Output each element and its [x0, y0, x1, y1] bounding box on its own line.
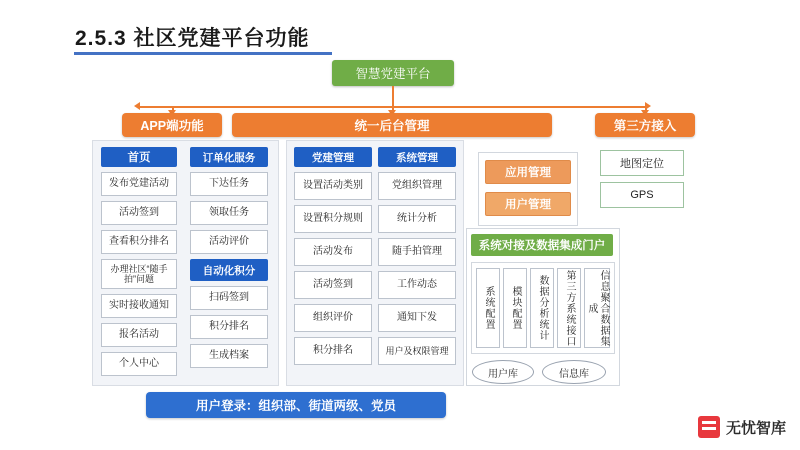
- app-autopoints-item-0[interactable]: 扫码签到: [190, 286, 268, 310]
- integration-item-3[interactable]: 第三方系统接口: [557, 268, 581, 348]
- toutiao-logo-icon: [698, 416, 720, 438]
- watermark-text: 无忧智库: [725, 419, 786, 437]
- app-home-item-0[interactable]: 发布党建活动: [101, 172, 177, 196]
- store-user-db[interactable]: 用户库: [472, 360, 534, 384]
- connector-vertical-main: [392, 86, 394, 106]
- backend-system-item-2[interactable]: 随手拍管理: [378, 238, 456, 266]
- app-service-header: 订单化服务: [190, 147, 268, 167]
- app-home-item-6[interactable]: 个人中心: [101, 352, 177, 376]
- integration-item-0[interactable]: 系统配置: [476, 268, 500, 348]
- store-info-db[interactable]: 信息库: [542, 360, 606, 384]
- app-home-item-1[interactable]: 活动签到: [101, 201, 177, 225]
- arrow-right-icon: [645, 102, 651, 110]
- page-title: 2.5.3 社区党建平台功能: [75, 27, 310, 50]
- platform-box: 智慧党建平台: [332, 60, 454, 86]
- backend-party-item-1[interactable]: 设置积分规则: [294, 205, 372, 233]
- app-service-item-2[interactable]: 活动评价: [190, 230, 268, 254]
- backend-party-item-0[interactable]: 设置活动类别: [294, 172, 372, 200]
- application-management-block[interactable]: 应用管理: [485, 160, 571, 184]
- integration-item-1[interactable]: 模块配置: [503, 268, 527, 348]
- app-autopoints-item-1[interactable]: 积分排名: [190, 315, 268, 339]
- backend-system-item-4[interactable]: 通知下发: [378, 304, 456, 332]
- app-home-item-5[interactable]: 报名活动: [101, 323, 177, 347]
- backend-party-item-2[interactable]: 活动发布: [294, 238, 372, 266]
- backend-system-header: 系统管理: [378, 147, 456, 167]
- app-home-item-4[interactable]: 实时接收通知: [101, 294, 177, 318]
- app-service-item-1[interactable]: 领取任务: [190, 201, 268, 225]
- app-autopoints-item-2[interactable]: 生成档案: [190, 344, 268, 368]
- backend-column-system: [378, 147, 456, 365]
- backend-column-party: [294, 147, 372, 365]
- banner-third-party: 第三方接入: [595, 113, 695, 137]
- banner-backend: 统一后台管理: [232, 113, 552, 137]
- app-home-header: 首页: [101, 147, 177, 167]
- app-column-home: [101, 147, 177, 376]
- app-autopoints-header: 自动化积分: [190, 259, 268, 281]
- integration-item-2[interactable]: 数据分析统计: [530, 268, 554, 348]
- title-underline: [74, 52, 332, 55]
- integration-item-4[interactable]: 信息聚合数据集成: [586, 269, 609, 347]
- backend-system-item-0[interactable]: 党组织管理: [378, 172, 456, 200]
- backend-system-item-3[interactable]: 工作动态: [378, 271, 456, 299]
- backend-party-header: 党建管理: [294, 147, 372, 167]
- backend-party-item-4[interactable]: 组织评价: [294, 304, 372, 332]
- app-service-item-0[interactable]: 下达任务: [190, 172, 268, 196]
- third-party-item-map[interactable]: 地图定位: [600, 150, 684, 176]
- backend-system-item-5[interactable]: 用户及权限管理: [378, 337, 456, 365]
- app-home-item-3[interactable]: 办理社区“随手拍”问题: [101, 259, 177, 289]
- arrow-left-icon: [134, 102, 140, 110]
- app-column-service: [190, 147, 268, 368]
- third-party-item-gps[interactable]: GPS: [600, 182, 684, 208]
- app-home-item-2[interactable]: 查看积分排名: [101, 230, 177, 254]
- watermark: [698, 416, 786, 438]
- user-management-block[interactable]: 用户管理: [485, 192, 571, 216]
- backend-party-item-3[interactable]: 活动签到: [294, 271, 372, 299]
- integration-band: 系统对接及数据集成门户: [471, 234, 613, 256]
- banner-app: APP端功能: [122, 113, 222, 137]
- backend-party-item-5[interactable]: 积分排名: [294, 337, 372, 365]
- login-bar[interactable]: 用户登录：组织部、街道两级、党员: [146, 392, 446, 418]
- backend-system-item-1[interactable]: 统计分析: [378, 205, 456, 233]
